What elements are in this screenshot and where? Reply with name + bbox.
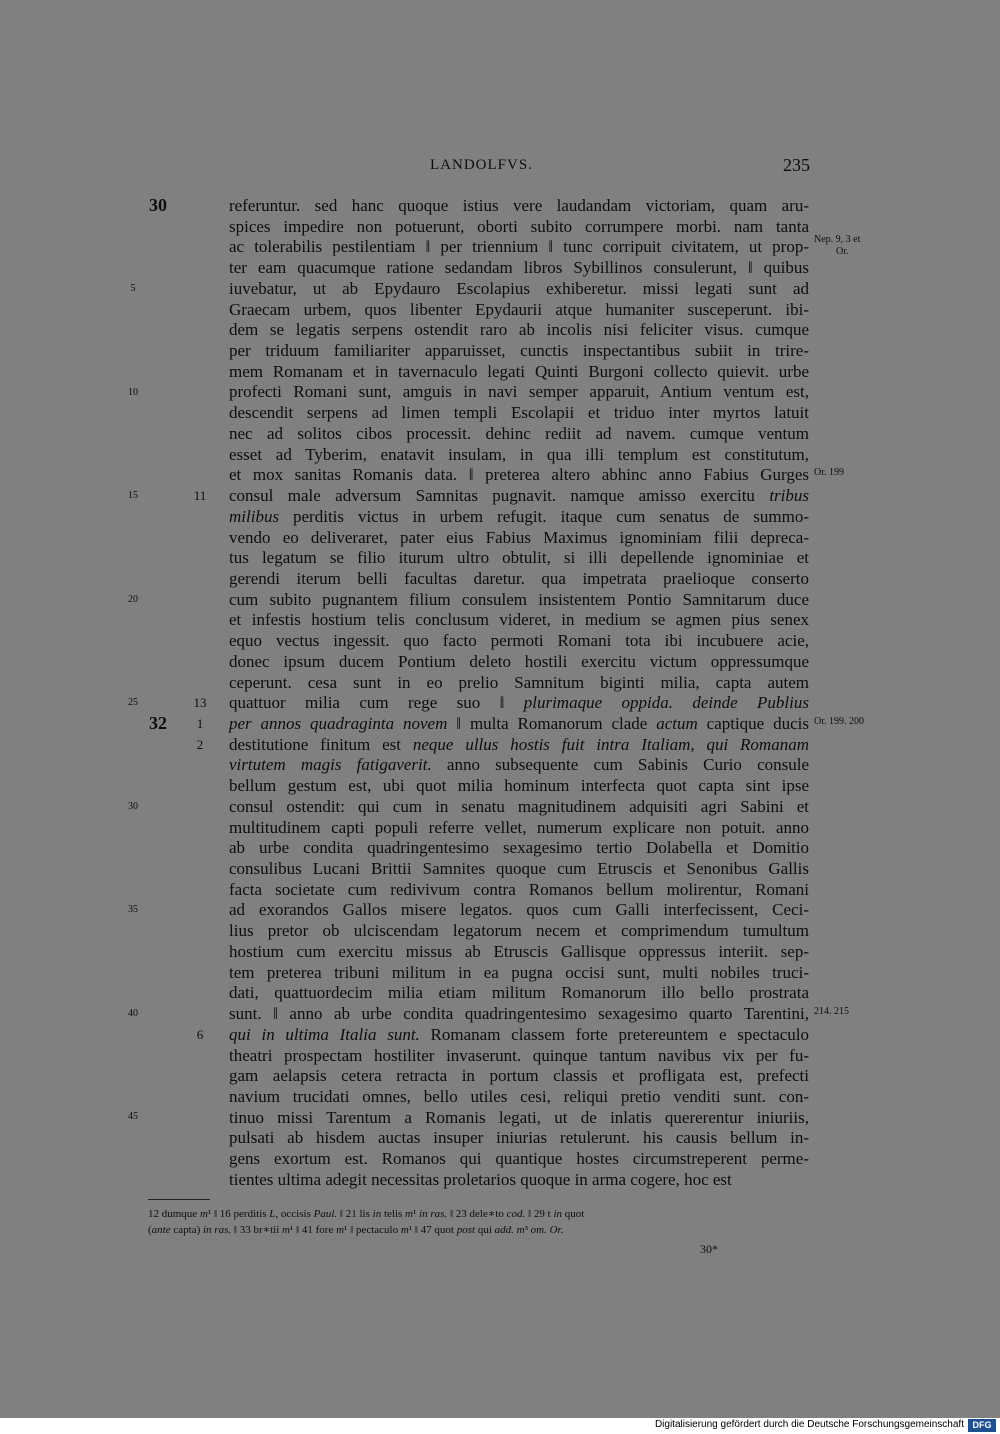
text-line: vendo eo deliveraret, pater eius Fabius Maximus ignominiam filii depreca- bbox=[229, 527, 809, 547]
text-line: theatri prospectam hostiliter invaserunt. quinque tantum navibus vix per fu- bbox=[229, 1045, 809, 1065]
source-reference: Nep. 9, 3 et bbox=[814, 234, 861, 245]
line-number: 45 bbox=[128, 1111, 138, 1122]
chapter-number: 32 bbox=[149, 713, 167, 733]
section-number: 13 bbox=[193, 695, 207, 710]
signature-mark: 30* bbox=[700, 1242, 718, 1256]
text-line: milibus perditis victus in urbem refugit. itaque cum senatus de summo- bbox=[229, 506, 809, 526]
source-reference: Or. bbox=[836, 246, 849, 257]
text-line: descendit serpens ad limen templi Escolapii et triduo inter myrtos latuit bbox=[229, 403, 809, 423]
text-line: virtutem magis fatigaverit. anno subsequente cum Sabinis Curio consule bbox=[229, 755, 810, 775]
section-number: 2 bbox=[196, 737, 204, 752]
text-line: destitutione finitum est neque ullus hostis fuit intra Italiam, qui Romanam bbox=[229, 734, 809, 754]
source-reference: 214. 215 bbox=[814, 1006, 849, 1017]
text-line: facta societate cum redivivum contra Romanos bellum molirentur, Romani bbox=[229, 879, 809, 899]
text-line: gam aelapsis cetera retracta in portum classis et profligata est, prefecti bbox=[229, 1066, 809, 1086]
text-line: nec ad solitos cibos processit. dehinc rediit ad navem. cumque ventum bbox=[229, 423, 809, 443]
text-line: spices impedire non potuerunt, oborti subito corrumpere morbi. nam tanta bbox=[229, 216, 809, 236]
page-number: 235 bbox=[783, 155, 810, 175]
text-line: per triduum familiariter apparuisset, cunctis inspectantibus subiit in trire- bbox=[229, 341, 809, 361]
text-line: sunt. ‖ anno ab urbe condita quadringentesimo sexagesimo quarto Tarentini, bbox=[229, 1004, 809, 1024]
source-reference: Or. 199. 200 bbox=[814, 716, 864, 727]
line-number: 35 bbox=[128, 904, 138, 915]
text-line: ac tolerabilis pestilentiam ‖ per triennium ‖ tunc corripuit civitatem, ut prop- bbox=[229, 237, 809, 257]
text-line: consul ostendit: qui cum in senatu magnitudinem adquisiti agri Sabini et bbox=[229, 796, 809, 816]
text-line: profecti Romani sunt, amguis in navi semper apparuit, Antium ventum est, bbox=[229, 382, 809, 402]
line-number: 25 bbox=[128, 697, 138, 708]
section-number: 6 bbox=[196, 1027, 204, 1042]
page-header bbox=[430, 157, 810, 179]
text-line: bellum gestum est, ubi quot milia hominum interfecta quot capta sint ipse bbox=[229, 776, 809, 796]
text-line: referuntur. sed hanc quoque istius vere laudandam victoriam, quam aru- bbox=[229, 196, 809, 215]
text-line: consulibus Lucani Brittii Samnites quoque cum Etruscis et Senonibus Gallis bbox=[229, 859, 809, 879]
text-line: consul male adversum Samnitas pugnavit. namque amisso exercitu tribus bbox=[229, 486, 809, 506]
text-line: ter eam quacumque ratione sedandam libros Sybillinos consulerunt, ‖ quibus bbox=[229, 258, 809, 278]
text-line: tientes ultima adegit necessitas proletarios quoque in arma cogere, hoc est bbox=[229, 1169, 732, 1189]
text-line: dem se legatis serpens ostendit raro ab incolis nisi feliciter visus. cumque bbox=[229, 320, 809, 340]
line-number: 30 bbox=[128, 801, 138, 812]
text-line: mem Romanam et in tavernaculo legati Quinti Burgoni collecto quievit. urbe bbox=[229, 361, 809, 381]
text-line: ab urbe condita quadringentesimo sexagesimo tertio Dolabella et Domitio bbox=[229, 838, 809, 858]
text-line: ad exorandos Gallos misere legatos. quos cum Galli interfecissent, Ceci- bbox=[229, 900, 809, 920]
chapter-number: 30 bbox=[149, 195, 167, 215]
text-line: tus legatum se filio iturum ultro obtulit, si illi depellende ignominiae et bbox=[229, 548, 809, 568]
text-line: et infestis hostium telis conclusum videret, in medium se agmen pius senex bbox=[229, 610, 809, 630]
text-line: iuvebatur, ut ab Epydauro Escolapius exhiberetur. missi legati sunt ad bbox=[229, 278, 809, 298]
text-line: gerendi iterum belli facultas daretur. qua impetrata praelioque conserto bbox=[229, 568, 809, 588]
text-line: et mox sanitas Romanis data. ‖ preterea altero abhinc anno Fabius Gurges bbox=[229, 465, 809, 485]
line-number: 5 bbox=[130, 283, 136, 294]
text-line: hostium cum exercitu missus ab Etruscis Gallisque oppressus interiit. sep- bbox=[229, 941, 809, 961]
line-number: 10 bbox=[128, 387, 138, 398]
dfg-logo: DFG bbox=[968, 1419, 996, 1432]
text-line: pulsati ab hisdem auctas insuper iniurias retulerunt. his causis bellum in- bbox=[229, 1128, 809, 1148]
source-reference: Or. 199 bbox=[814, 467, 844, 478]
text-line: quattuor milia cum rege suo ‖ plurimaque oppida. deinde Publius bbox=[229, 693, 809, 713]
running-title: LANDOLFVS. bbox=[430, 157, 533, 173]
text-line: qui in ultima Italia sunt. Romanam classem forte pretereuntem e spectaculo bbox=[229, 1024, 810, 1044]
line-number: 15 bbox=[128, 490, 138, 501]
text-line: cum subito pugnantem filium consulem insistentem Pontio Samnitarum duce bbox=[229, 589, 809, 609]
text-line: dati, quattuordecim milia etiam militum Romanorum illo bello prostrata bbox=[229, 983, 809, 1003]
text-line: tem preterea tribuni militum in ea pugna occisi sunt, multi nobiles truci- bbox=[229, 962, 809, 982]
line-number: 20 bbox=[128, 594, 138, 605]
text-line: ceperunt. cesa sunt in eo prelio Samnitum biginti milia, capta autem bbox=[229, 672, 809, 692]
footnote-line: (ante capta) in ras. ‖ 33 br∗tii m¹ ‖ 41 fore m¹ ‖ pectaculo m¹ ‖ 47 quot post qui add. m³ om. Or. bbox=[148, 1224, 564, 1236]
text-line: donec ipsum ducem Pontium deleto hostili exercitu victum oppressumque bbox=[229, 651, 809, 671]
text-line: Graecam urbem, quos libenter Epydaurii atque humaniter susceperunt. ibi- bbox=[229, 299, 809, 319]
funding-credit: Digitalisierung gefördert durch die Deutsche Forschungsgemeinschaft bbox=[654, 1419, 964, 1430]
text-line: tinuo missi Tarentum a Romanis legati, ut de inlatis quererentur iniuriis, bbox=[229, 1107, 809, 1127]
text-line: equo vectus ingessit. quo facto permoti Romani tota ibi incubuere acie, bbox=[229, 631, 809, 651]
text-line: multitudinem capti populi referre vellet, numerum explicare non potuit. anno bbox=[229, 817, 809, 837]
footnote-line: 12 dumque m¹ ‖ 16 perditis L, occisis Paul. ‖ 21 lis in telis m¹ in ras. ‖ 23 dele∗to cod. ‖ 29 t in quot bbox=[148, 1208, 585, 1220]
section-number: 1 bbox=[196, 716, 204, 731]
section-number: 11 bbox=[193, 488, 207, 503]
text-line: per annos quadraginta novem ‖ multa Romanorum clade actum captique ducis bbox=[229, 714, 810, 733]
line-number: 40 bbox=[128, 1008, 138, 1019]
footnote-rule bbox=[148, 1199, 210, 1200]
text-line: gens exortum est. Romanos qui quantique hostes circumstreperent perme- bbox=[229, 1149, 809, 1169]
text-line: lius pretor ob ulciscendam legatorum necem et comprimendum tumultum bbox=[229, 921, 809, 941]
text-line: esset ad Tyberim, enatavit insulam, in qua illi templum est constitutum, bbox=[229, 444, 809, 464]
text-line: navium trucidati omnes, bello utiles cesi, reliqui pretio venditi sunt. con- bbox=[229, 1086, 809, 1106]
